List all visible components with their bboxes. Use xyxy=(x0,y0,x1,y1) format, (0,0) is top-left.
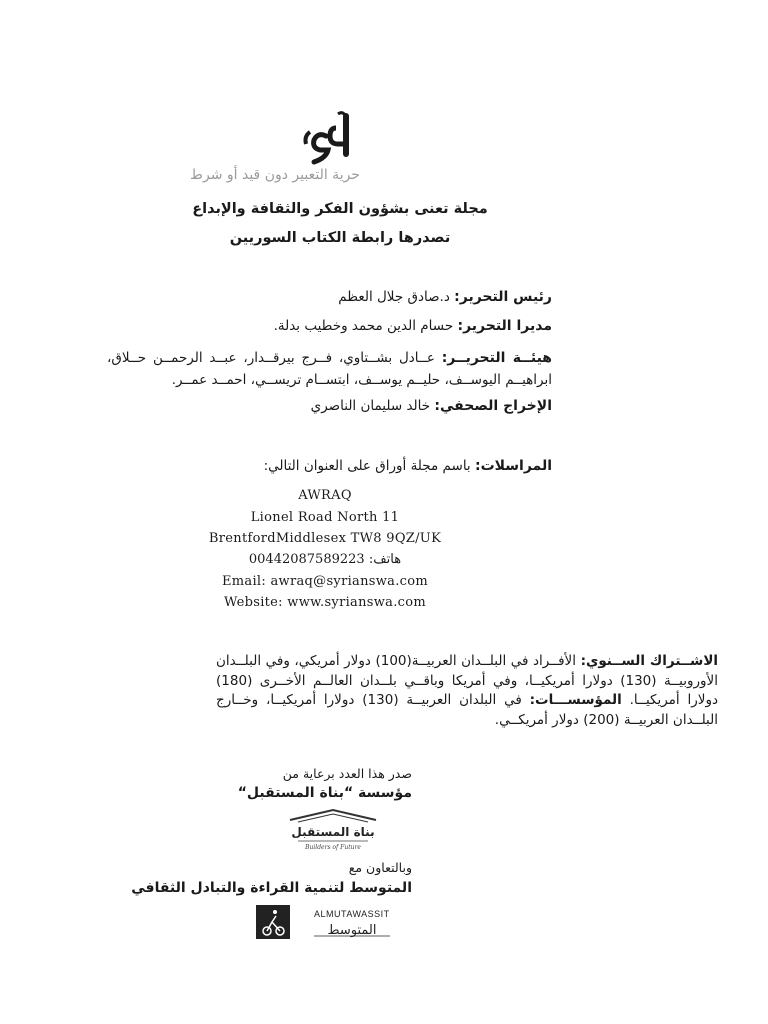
almutawassit-logo xyxy=(256,905,416,941)
layout-editor-value: خالد سليمان الناصري xyxy=(310,398,431,414)
institutions-label: المؤسســـات: xyxy=(529,692,622,708)
subtitle-1: مجلة تعنى بشؤون الفكر والثقافة والإبداع xyxy=(192,201,488,217)
mut-logo-english: ALMUTAWASSIT xyxy=(314,909,390,919)
correspondence-value: باسم مجلة أوراق على العنوان التالي: xyxy=(263,458,471,474)
layout-editor xyxy=(311,398,552,414)
managing-editors-label: مديرا التحرير: xyxy=(457,318,552,334)
mut-logo-arabic: المتوسط xyxy=(327,923,377,938)
correspondence-label: المراسلات: xyxy=(474,458,552,474)
address-line-1: AWRAQ xyxy=(298,488,352,503)
email: Email: awraq@syrianswa.com xyxy=(222,574,428,589)
editor-in-chief-value: د.صادق جلال العظم xyxy=(338,289,450,305)
sponsor-intro: صدر هذا العدد برعاية من xyxy=(282,766,412,781)
bof-logo-arabic: بناة المستقبل xyxy=(291,825,375,839)
website: Website: www.syrianswa.com xyxy=(224,595,426,610)
sponsor-name: مؤسسة “بناة المستقبل“ xyxy=(237,785,412,801)
managing-editors xyxy=(274,318,552,334)
phone: هاتف: 00442087589223 xyxy=(248,552,402,567)
address-line-2: Lionel Road North 11 xyxy=(250,510,400,525)
subscription-label: الاشــتراك الســنوي: xyxy=(580,653,719,669)
cooperation-name: المتوسط لتنمية القراءة والتبادل الثقافي xyxy=(131,880,412,896)
builders-of-future-logo xyxy=(284,808,382,852)
cooperation-intro: وبالتعاون مع xyxy=(348,860,412,875)
editor-in-chief xyxy=(338,289,552,305)
address-line-3: BrentfordMiddlesex TW8 9QZ/UK xyxy=(208,531,442,546)
editor-in-chief-label: رئيس التحرير: xyxy=(454,289,552,305)
managing-editors-value: حسام الدين محمد وخطيب بدلة. xyxy=(273,318,454,334)
bof-logo-english: Builders of Future xyxy=(305,844,361,851)
editorial-board-label: هيئــة التحريــر: xyxy=(441,350,552,366)
subscription-institutions: في البلدان العربيــة (130) دولارا أمريكيــا، وخــارج البلــدان العربيــة (200) دولار أمريكــي. xyxy=(216,692,718,728)
layout-editor-label: الإخراج الصحفي: xyxy=(434,398,552,414)
tagline: حرية التعبير دون قيد أو شرط xyxy=(190,167,360,183)
editorial-board-value: عــادل بشــتاوي، فــرج بيرقــدار، عبــد الرحمــن حــلاق، ابراهيــم اليوســف، حليــم يوســف، ابتســام تريســي، احمــد عمــر. xyxy=(107,350,552,388)
subscription-individuals: الأفــراد في البلــدان العربيــة(100) دولار أمريكي، وفي البلــدان الأوروبيــة (130) دولارا أمريكيــا، وفي أمريكا وباقــي بلــدان العالــم الأخــرى (180) دولارا أمريكيــا. xyxy=(216,653,719,708)
awraq-logo xyxy=(300,110,360,168)
correspondence xyxy=(264,458,552,474)
subtitle-2: تصدرها رابطة الكتاب السوريين xyxy=(229,230,451,246)
editorial-board xyxy=(107,347,552,391)
subscription-paragraph xyxy=(216,652,718,730)
